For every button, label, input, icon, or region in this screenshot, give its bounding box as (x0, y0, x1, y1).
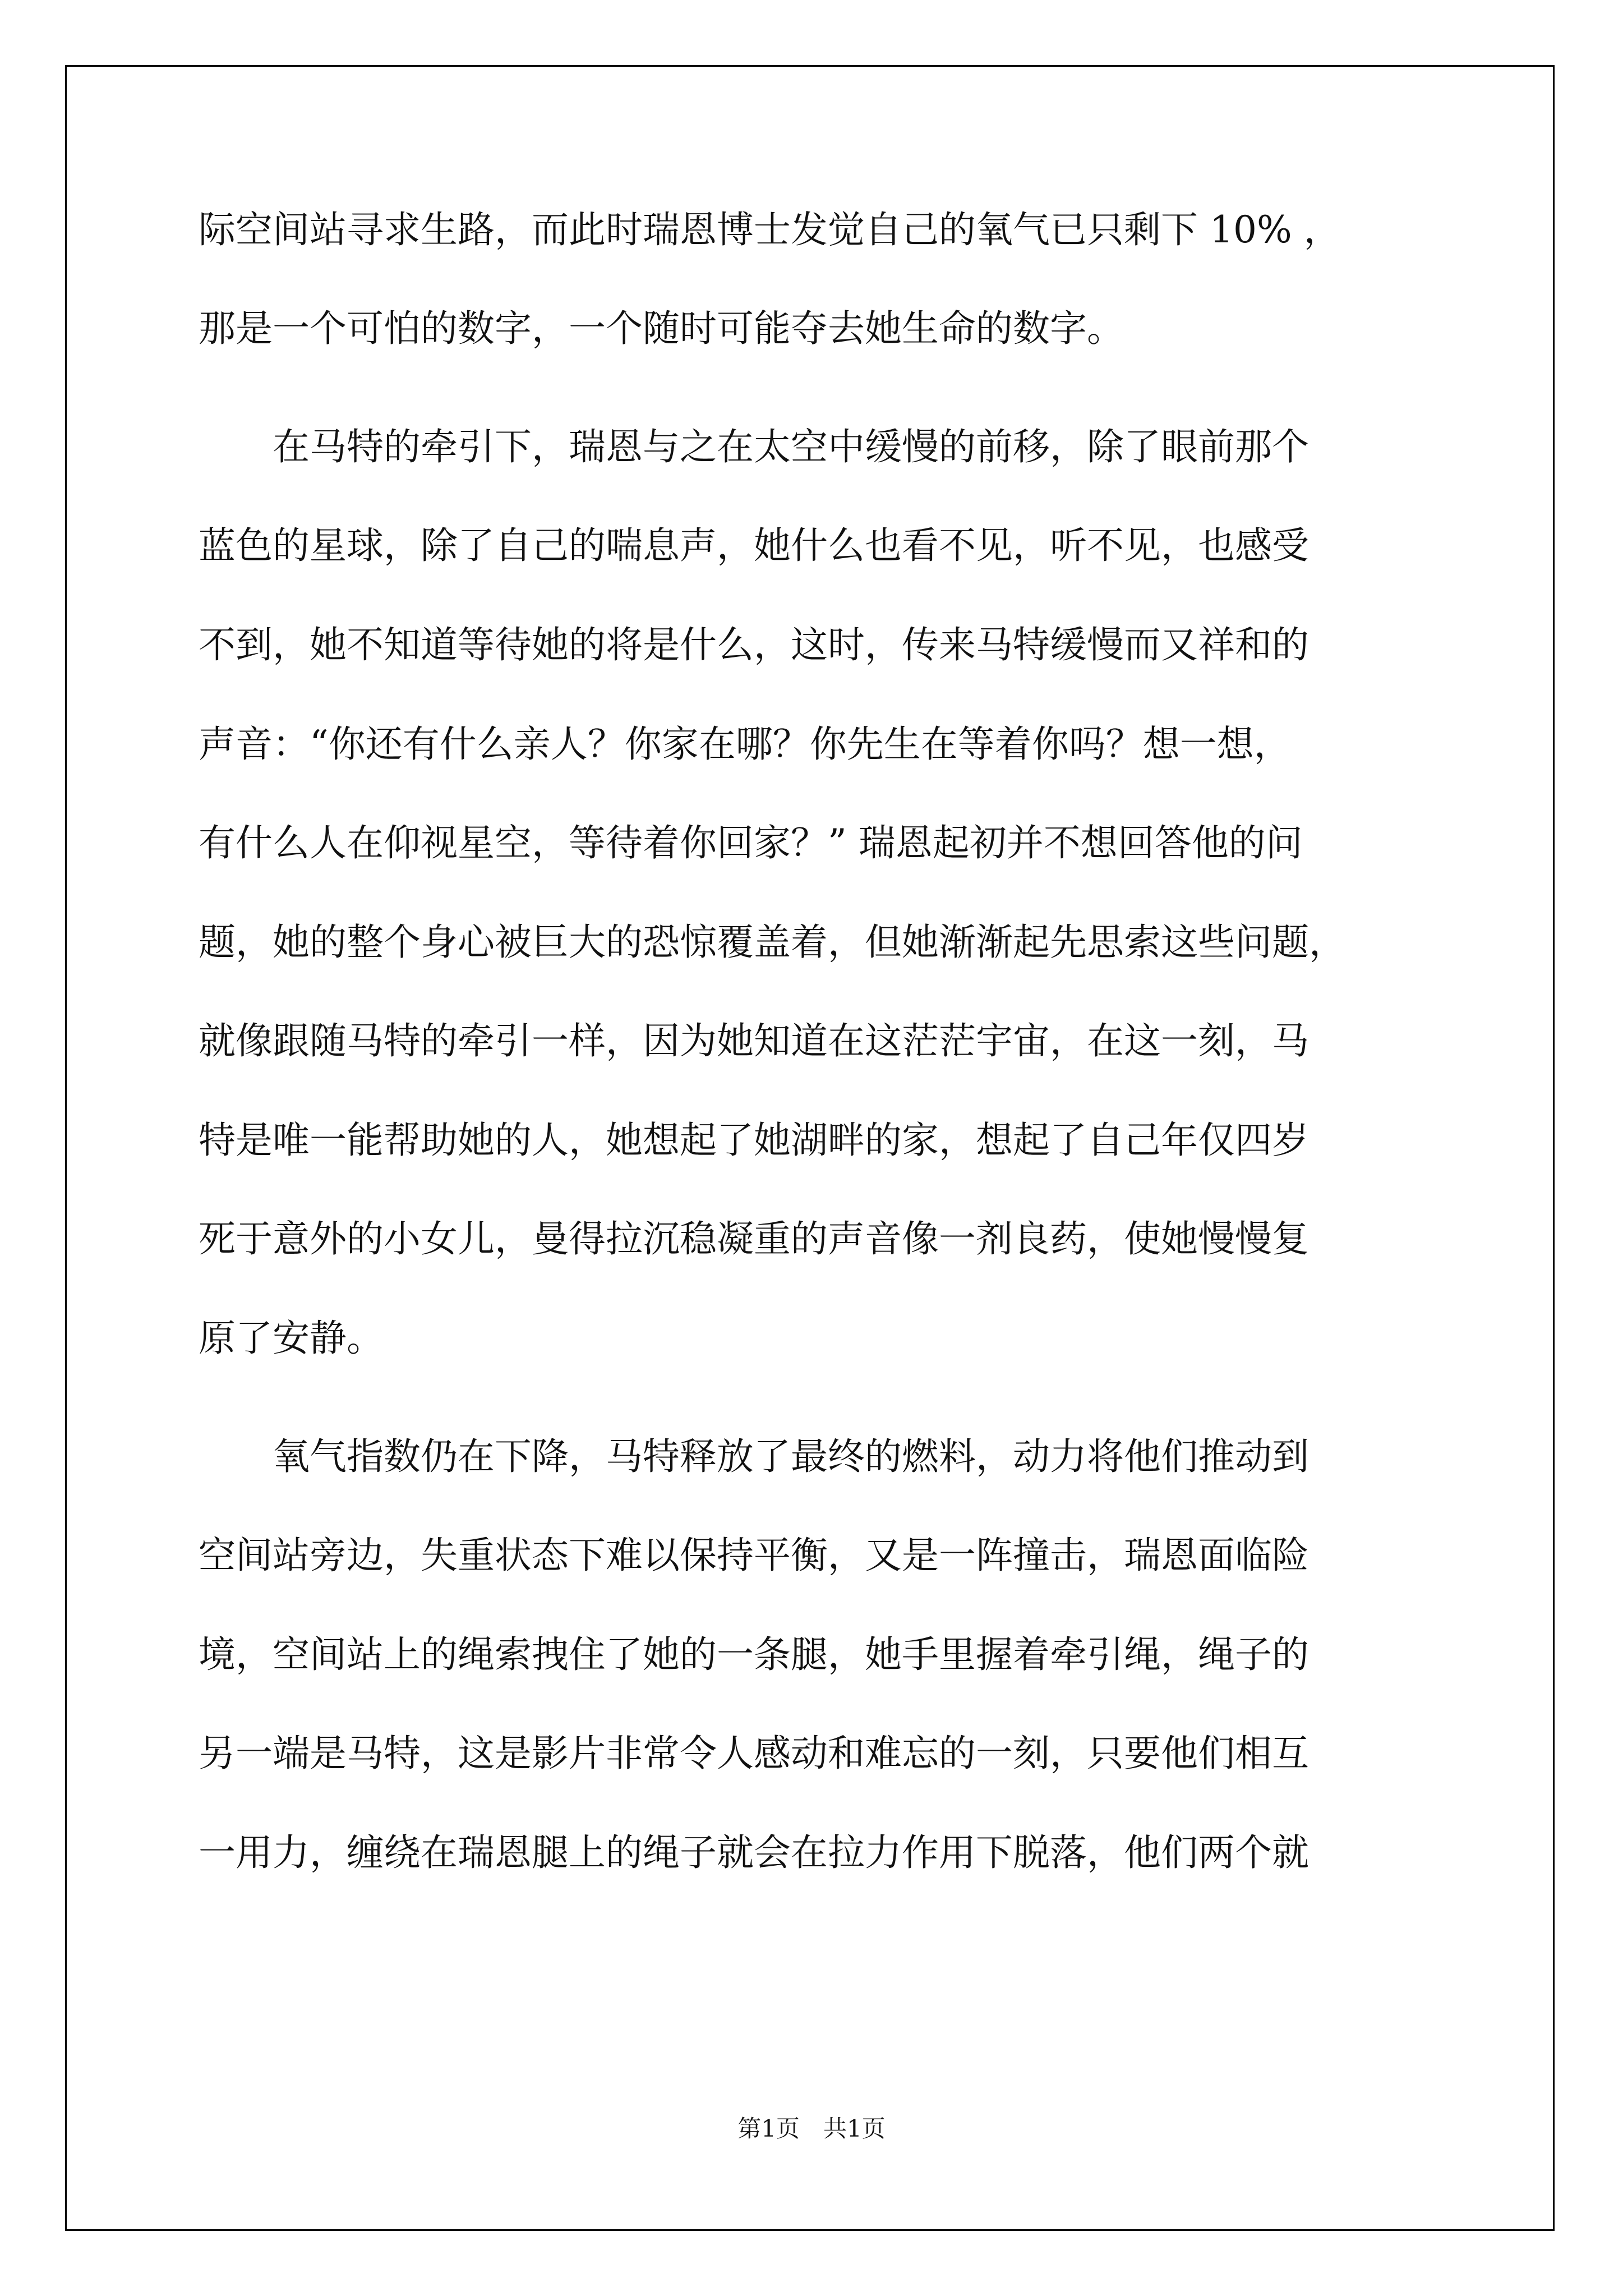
text-line: 另一端是马特，这是影片非常令人感动和难忘的一刻，只要他们相互 (199, 1732, 1309, 1775)
text-line: 那是一个可怕的数字，一个随时可能夺去她生命的数字。 (199, 307, 1124, 350)
text-line: 题，她的整个身心被巨大的恐惊覆盖着，但她渐渐起先思索这些问题， (199, 921, 1346, 964)
text-line: 在马特的牵引下，瑞恩与之在太空中缓慢的前移，除了眼前那个 (199, 425, 1309, 468)
text-line: 境，空间站上的绳索拽住了她的一条腿，她手里握着牵引绳，绳子的 (199, 1633, 1309, 1676)
text-line: 蓝色的星球，除了自己的喘息声，她什么也看不见，听不见，也感受 (199, 524, 1309, 567)
text-line: 死于意外的小女儿，曼得拉沉稳凝重的声音像一剂良药，使她慢慢复 (199, 1217, 1309, 1260)
text-line: 有什么人在仰视星空，等待着你回家？” 瑞恩起初并不想回答他的问 (199, 821, 1303, 864)
text-line: 一用力，缠绕在瑞恩腿上的绳子就会在拉力作用下脱落，他们两个就 (199, 1831, 1309, 1874)
text-line: 原了安静。 (199, 1317, 384, 1360)
text-line: 就像跟随马特的牵引一样，因为她知道在这茫茫宇宙，在这一刻，马 (199, 1019, 1309, 1062)
text-line: 声音：“你还有什么亲人？你家在哪？你先生在等着你吗？想一想， (199, 723, 1291, 766)
page-number-footer: 第1页 共1页 (737, 2115, 886, 2142)
text-line: 氧气指数仍在下降，马特释放了最终的燃料，动力将他们推动到 (199, 1435, 1309, 1478)
text-line: 空间站旁边，失重状态下难以保持平衡，又是一阵撞击，瑞恩面临险 (199, 1534, 1309, 1577)
text-line: 特是唯一能帮助她的人，她想起了她湖畔的家，想起了自己年仅四岁 (199, 1119, 1309, 1162)
text-line: 际空间站寻求生路，而此时瑞恩博士发觉自己的氧气已只剩下 10% ， (199, 208, 1341, 251)
text-line: 不到，她不知道等待她的将是什么，这时，传来马特缓慢而又祥和的 (199, 623, 1309, 666)
